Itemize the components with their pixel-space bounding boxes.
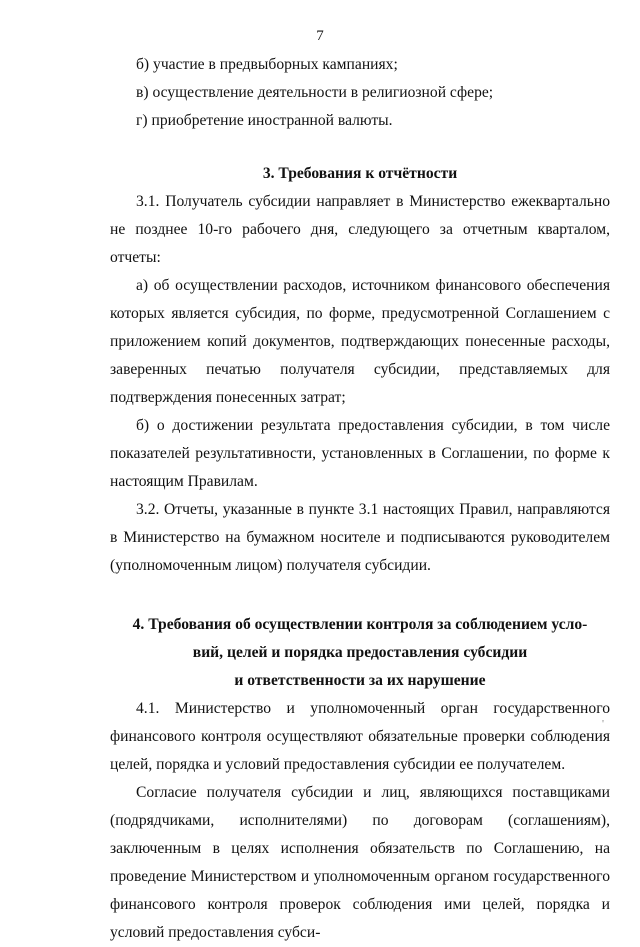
section-4-heading-line-3: и ответственности за их нарушение — [234, 672, 486, 689]
spacer — [110, 580, 610, 611]
paragraph-3-1-b: б) о достижении результата предоставления субсидии, в том числе показателей результативности, установленных в Соглашении, по форме к настоящим Правилам. — [110, 417, 610, 490]
paragraph-4-1: 4.1. Министерство и уполномоченный орган государственного финансового контроля осуществляют обязательные проверки соблюдения целей, порядка и условий предоставления субсидии ее получателем. — [110, 700, 610, 773]
paragraph-4-consent: Согласие получателя субсидии и лиц, являющихся поставщиками (подрядчиками, исполнителями) по договорам (соглашениям), заключенным в целях исполнения обязательств по Соглашению, на проведение Министерством и уполномоченным органом государственного финансового контроля проверок соблюдения ими целей, порядка и условий предоставления субси- — [110, 784, 610, 941]
section-4-heading-line-2: вий, целей и порядка предоставления субсидии — [192, 644, 528, 661]
section-3-heading: 3. Требования к отчётности — [262, 165, 458, 182]
paragraph-3-2: 3.2. Отчеты, указанные в пункте 3.1 настоящих Правил, направляются в Министерство на бумажном носителе и подписываются руководителем (уполномоченным лицом) получателя субсидии. — [110, 501, 610, 574]
list-item-g: г) приобретение иностранной валюты. — [136, 112, 393, 129]
paragraph-3-1-a: а) об осуществлении расходов, источником финансового обеспечения которых является субсидия, по форме, предусмотренной Соглашением с приложением копий документов, подтверждающих понесенные расходы, заверенных печатью получателя субсидии, представляемых для подтверждения понесенных затрат; — [110, 277, 610, 406]
spacer — [110, 135, 610, 160]
paragraph-3-1: 3.1. Получатель субсидии направляет в Министерство ежеквартально не позднее 10-го рабочего дня, следующего за отчетным кварталом, отчеты: — [110, 193, 610, 266]
list-item-b: б) участие в предвыборных кампаниях; — [136, 56, 398, 73]
list-item-v: в) осуществление деятельности в религиозной сфере; — [136, 84, 494, 101]
document-body — [110, 51, 610, 947]
scan-mark: ' — [602, 718, 604, 730]
page-number: 7 — [316, 28, 324, 44]
section-4-heading-line-1: 4. Требования об осуществлении контроля за соблюдением усло- — [132, 616, 588, 633]
